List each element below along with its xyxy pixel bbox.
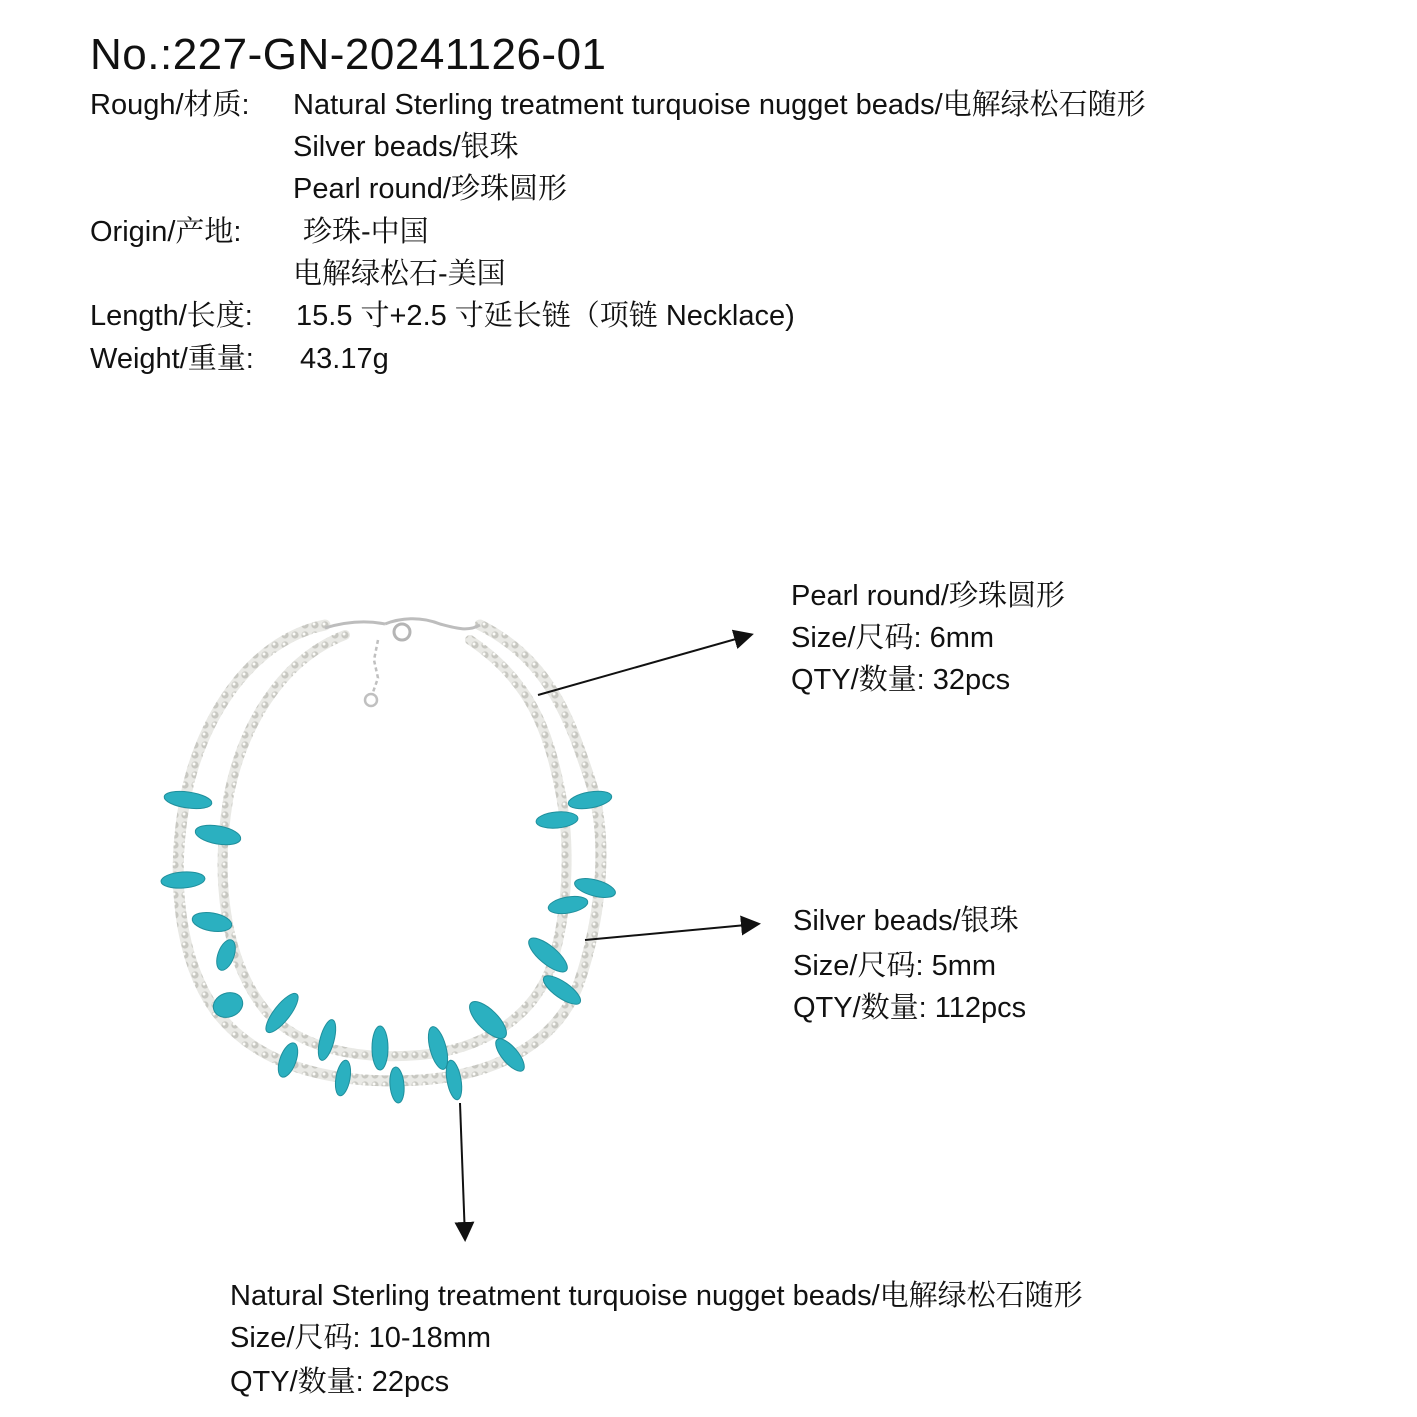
origin-label: Origin/产地: [90,216,242,248]
origin-value-pearl: 珍珠-中国 [303,216,429,248]
silver-callout-name: Silver beads/银珠 [793,905,1019,937]
pearl-callout-qty: QTY/数量: 32pcs [791,664,1011,696]
pearl-callout-size: Size/尺码: 6mm [791,622,995,654]
silver-callout-size: Size/尺码: 5mm [793,950,997,982]
weight-value: 43.17g [300,343,389,375]
rough-label: Rough/材质: [90,89,250,121]
weight-label: Weight/重量: [90,343,254,375]
inner-strand [223,635,567,1056]
silver-callout-qty: QTY/数量: 112pcs [793,992,1027,1024]
pearl-callout-name: Pearl round/珍珠圆形 [791,580,1065,612]
length-label: Length/长度: [90,300,253,332]
product-number: No.:227-GN-20241126-01 [90,30,607,79]
silver-arrow [585,924,757,940]
length-value: 15.5 寸+2.5 寸延长链（项链 Necklace) [296,300,795,332]
rough-value-silver: Silver beads/银珠 [293,131,519,163]
turquoise-callout-qty: QTY/数量: 22pcs [230,1366,450,1398]
pearl-arrow [538,635,750,695]
turquoise-callout-name: Natural Sterling treatment turquoise nugget beads/电解绿松石随形 [230,1280,1083,1312]
turquoise-arrow [460,1103,465,1238]
turquoise-callout-size: Size/尺码: 10-18mm [230,1322,492,1354]
outer-strand [178,625,601,1081]
origin-value-turquoise: 电解绿松石-美国 [293,258,506,290]
lobster-clasp-icon [394,624,410,640]
rough-value-pearl: Pearl round/珍珠圆形 [293,173,567,205]
rough-value-turquoise: Natural Sterling treatment turquoise nugget beads/电解绿松石随形 [293,89,1146,121]
